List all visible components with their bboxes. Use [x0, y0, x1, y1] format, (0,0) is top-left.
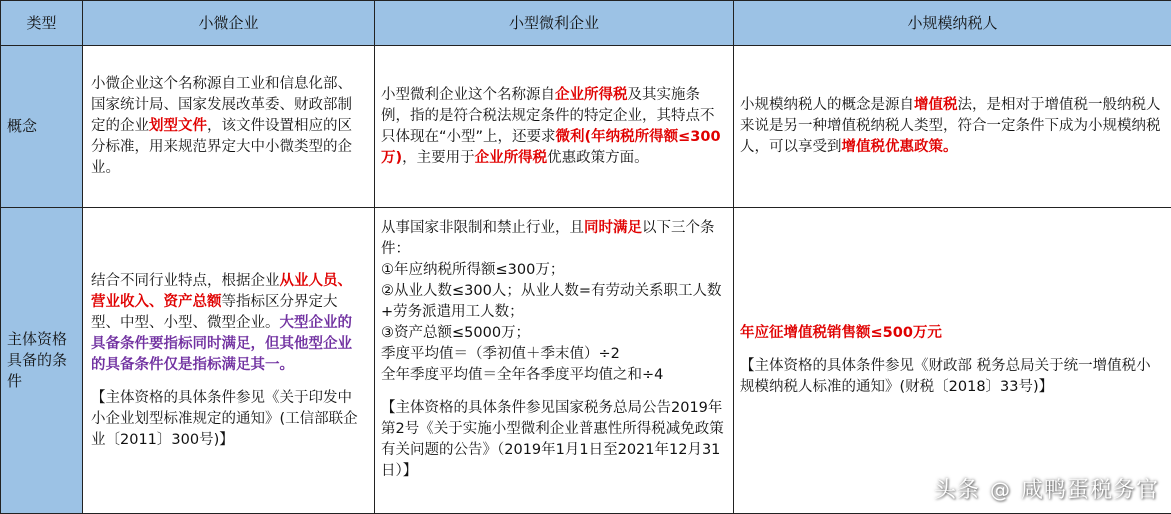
spacer	[740, 344, 1165, 356]
spacer	[91, 376, 366, 388]
highlight-text: 企业所得税	[555, 86, 628, 103]
concept-text: 小规模纳税人的概念是源自	[740, 97, 914, 113]
concept-small-scale-taxpayer-cell	[734, 46, 1171, 208]
highlight-text: 增值税优惠政策。	[841, 139, 958, 155]
condition-1: ①年应纳税所得额≤300万；	[381, 262, 565, 278]
concept-row	[1, 46, 1171, 208]
header-row	[1, 1, 1171, 46]
row-label-qualification: 主体资格具备的条件	[1, 208, 83, 514]
concept-small-micro-cell	[83, 46, 375, 208]
condition-3: ③资产总额≤5000万；	[381, 325, 531, 341]
watermark-author: 咸鸭蛋税务官	[1020, 478, 1159, 503]
concept-text: 小型微利企业这个名称源自	[381, 86, 555, 103]
sales-threshold: 年应征增值税销售额≤500万元	[740, 325, 942, 341]
watermark-prefix: 头条	[933, 478, 980, 503]
reference-note: 【主体资格的具体条件参见国家税务总局公告2019年第2号《关于实施小型微利企业普惠性所得税减免政策有关问题的公告》（2019年1月1日至2021年12月31日）】	[381, 400, 724, 479]
header-small-scale-taxpayer: 小规模纳税人	[734, 1, 1171, 46]
row-label-concept: 概念	[1, 46, 83, 208]
concept-text: ，主要用于	[402, 149, 475, 166]
condition-2: ②从业人数≤300人；从业人数=有劳动关系职工人数+劳务派遣用工人数；	[381, 283, 722, 320]
highlight-text: 增值税	[914, 97, 958, 113]
spacer	[381, 386, 727, 398]
concept-text: 法，是相对于增值税一般纳税人来说是另一种增值税纳税人类型，符合一定条件下成为小规模纳税人，可以享受到	[740, 97, 1161, 155]
header-small-micro-enterprise: 小微企业	[83, 1, 375, 46]
at-icon: @	[989, 478, 1011, 502]
qualification-text: 结合不同行业特点，根据企业	[91, 272, 280, 289]
qualification-row	[1, 208, 1171, 514]
concept-text: 及其实施条例，指的是符合税法规定条件的特定企业，其特点不只体现在“小型”上，还要求	[381, 86, 715, 145]
qualification-text: 等指标区分界定大型、中型、小型、微型企业。	[91, 293, 338, 331]
formula-year-average: 全年季度平均值＝全年各季度平均值之和÷4	[381, 367, 664, 383]
qualification-text: 以下三个条件：	[381, 220, 715, 257]
header-small-low-profit-enterprise: 小型微利企业	[375, 1, 734, 46]
qualification-small-low-profit-cell	[375, 208, 734, 514]
formula-quarter-average: 季度平均值＝（季初值＋季末值）÷2	[381, 346, 620, 362]
concept-small-low-profit-cell	[375, 46, 734, 208]
header-type: 类型	[1, 1, 83, 46]
highlight-text: 从业人员、营业收入、资产总额	[91, 272, 352, 310]
purple-note: 大型企业的具备条件要指标同时满足，但其他型企业的具备条件仅是指标满足其一。	[91, 314, 352, 373]
reference-note: 【主体资格的具体条件参见《财政部 税务总局关于统一增值税小规模纳税人标准的通知》(财税〔2018〕33号)】	[740, 358, 1151, 395]
concept-text: ，该文件设置相应的区分标准，用来规范界定大中小微类型的企业。	[91, 118, 352, 176]
reference-note: 【主体资格的具体条件参见《关于印发中小企业划型标准规定的通知》(工信部联企业〔2011〕300号)】	[91, 389, 358, 448]
qualification-text: 从事国家非限制和禁止行业，且	[381, 220, 584, 236]
concept-text: 优惠政策方面。	[547, 149, 649, 166]
highlight-text: 企业所得税	[474, 149, 548, 166]
highlight-text: 微利(年纳税所得额≤300万)	[381, 128, 721, 166]
qualification-small-scale-taxpayer-cell	[734, 208, 1171, 514]
qualification-small-micro-cell	[83, 208, 375, 514]
watermark	[934, 473, 1159, 504]
concept-text: 小微企业这个名称源自工业和信息化部、国家统计局、国家发展改革委、财政部制定的企业	[91, 76, 352, 134]
highlight-text: 同时满足	[584, 220, 642, 236]
highlight-text: 划型文件	[149, 118, 207, 134]
